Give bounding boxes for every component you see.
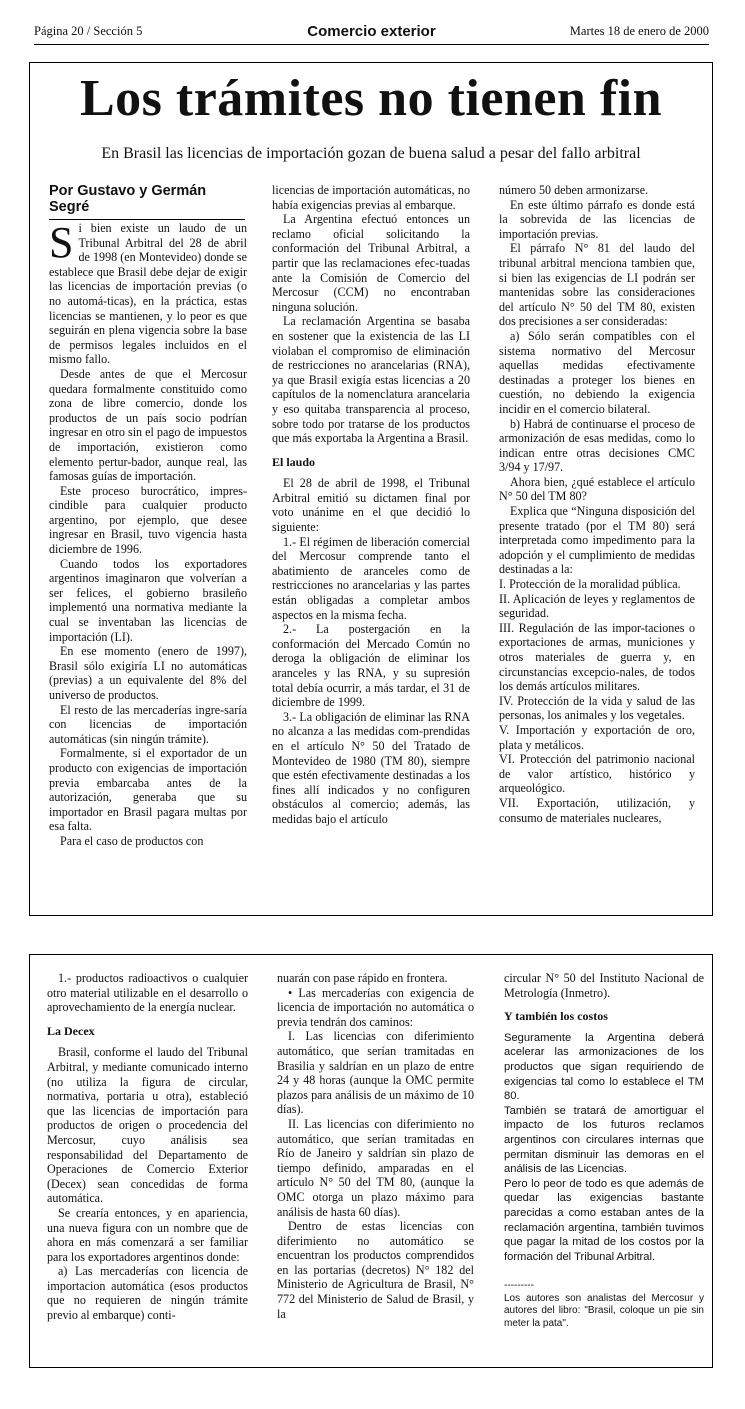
list-item: 1.- productos radioactivos o cualquier otro material utilizable en el desarrollo o aprovechamiento de la energía nuclear. bbox=[47, 971, 248, 1015]
article-paragraph: Para el caso de productos con bbox=[60, 833, 204, 848]
section-heading-el-laudo: El laudo bbox=[272, 454, 316, 469]
page-section-label: Página 20 / Sección 5 bbox=[34, 24, 143, 38]
list-item: V. Importación y exportación de oro, plata y metálicos. bbox=[499, 722, 695, 752]
section-heading-costos: Y también los costos bbox=[504, 1009, 608, 1024]
article-paragraph: circular N° 50 del Instituto Nacional de Metrología (Inmetro). bbox=[504, 971, 704, 1000]
article-paragraph: La reclamación Argentina se basaba en sostener que la existencia de las LI violaban el compromiso de eliminación de restricciones no arancelarias (RNA), ya que Brasil exigía estas licencias a 20 capítulos de la nomenclatura arancelaria y eso quitaba transparencia al proceso, sobre todo por tratarse de los productos que más exportaba la Argentina a Brasil. bbox=[272, 314, 470, 446]
ruling-point-2: 2.- La postergación en la conformación del Mercado Común no deroga la obligación de eliminar los aranceles y las RNA, y su supresión total debía ocurrir, a más tardar, el 31 de diciembre de 1999. bbox=[272, 622, 470, 710]
article-paragraph: El 28 de abril de 1998, el Tribunal Arbitral emitió su dictamen final por voto unánime en el que decidió lo siguiente: bbox=[272, 476, 470, 535]
page-header bbox=[34, 22, 709, 45]
article-paragraph: Este proceso burocrático, impres-cindible para cualquier producto argentino, por ejemplo, que desee ingresar en Brasil, tuvo vigencia hasta diciembre de 1996. bbox=[49, 483, 247, 557]
list-item: II. Las licencias con diferimiento no automático, que serían tramitadas en Río de Janeiro y saldrían sin plazo de tiempo definido, amparadas en el artículo N° 50 del TM 80, (aunque la OMC otorga un plazo máximo para análisis de hasta 60 días). bbox=[277, 1116, 474, 1219]
list-item: VI. Protección del patrimonio nacional de valor artístico, histórico y arqueológico. bbox=[499, 752, 695, 796]
article-paragraph: La Argentina efectuó entonces un reclamo oficial solicitando la conformación del Tribunal Arbitral, a partir que las reclamaciones efec-tuadas ante la Comisión de Comercio del Mercosur (CCM) no encontraban ninguna solución. bbox=[272, 212, 470, 314]
article-paragraph: a) Las mercaderías con licencia de importacion automática (esos productos que no requieren de ningún trámite previo al embarque) conti- bbox=[47, 1264, 248, 1323]
continuation-column-2 bbox=[277, 971, 474, 1321]
article-paragraph bbox=[49, 218, 247, 367]
ruling-point-1: 1.- El régimen de liberación comercial del Mercosur comprende tanto el abatimiento de aranceles como de restricciones no arancelarias y las partes están obligadas a completar ambos aspectos en la misma fecha. bbox=[272, 534, 470, 622]
list-item: II. Aplicación de leyes y reglamentos de seguridad. bbox=[499, 591, 695, 621]
article-column-2 bbox=[272, 183, 470, 827]
paragraph-text: i bien existe un laudo de un Tribunal Arbitral del 28 de abril de 1998 (en Montevideo) donde se establece que Brasil debe dejar de exigir las licencias de importación previas (o no automá-ticas), en la práctica, estas licencias se mantienen, y lo peor es que seguirán en plena vigencia sobre la base de permisos legales incluidos en el mismo fallo. bbox=[49, 221, 247, 367]
list-item: I. Protección de la moralidad pública. bbox=[499, 577, 681, 592]
article-paragraph: Formalmente, si el exportador de un producto con exigencias de importación previa embarcaba antes de la autorización, generaba que su importador en Brasil pagara multas por esa falta. bbox=[49, 746, 247, 834]
footnote-rule: --------- bbox=[504, 1280, 534, 1292]
article-paragraph: Dentro de estas licencias con diferimiento no automático se encuentran los productos comprendidos en las portarias (decretos) N° 182 del Ministerio de Agricultura de Brasil, N° 772 del Ministerio de Salud de Brasil, y la bbox=[277, 1219, 474, 1321]
article-subtitle: En Brasil las licencias de importación gozan de buena salud a pesar del fallo arbitral bbox=[101, 145, 641, 162]
list-item: IV. Protección de la vida y salud de las personas, los animales y los vegetales. bbox=[499, 693, 695, 723]
article-title: Los trámites no tienen fin bbox=[79, 70, 663, 127]
article-paragraph: Se crearía entonces, y en apariencia, una nueva figura con un nombre que de ahora en más comenzará a ser familiar para los exportadores argentinos donde: bbox=[47, 1205, 248, 1264]
footnote-text: Los autores son analistas del Mercosur y autores del libro: "Brasil, coloque un pie sin meter la pata". bbox=[504, 1292, 704, 1330]
article-paragraph: Ahora bien, ¿qué establece el artículo N° 50 del TM 80? bbox=[499, 474, 695, 504]
ruling-point-3: 3.- La obligación de eliminar las RNA no alcanza a las medidas com-prendidas en el artículo N° 50 del Tratado de Montevideo de 1980 (TM 80), siempre que estén efectivamente destinadas a los fines allí indicados y no configuren obstáculos al comercio; además, las medidas bajo el artículo bbox=[272, 709, 470, 826]
list-item: I. Las licencias con diferimiento automático, que serían tramitadas en Brasilia y saldrían en un plazo de entre 24 y 48 horas (aunque la OMC permite plazos para análisis de un máximo de 10 días). bbox=[277, 1029, 474, 1117]
article-paragraph: En ese momento (enero de 1997), Brasil sólo exigiría LI no automáticas (previas) a un equivalente del 8% del universo de productos. bbox=[49, 644, 247, 702]
article-paragraph: También se tratará de amortiguar el impacto de los futuros reclamos argentinos con circulares internas que permitan disminuir las demoras en el análisis de las Licencias. bbox=[504, 1104, 704, 1176]
article-paragraph: Seguramente la Argentina deberá acelerar las armonizaciones de los productos que sigan requiriendo de exigencias tal como lo establece el TM 80. bbox=[504, 1031, 704, 1103]
continuation-box bbox=[29, 954, 713, 1368]
bullet-item: • Las mercaderías con exigencia de licencia de importación no automática o previa tendrán dos caminos: bbox=[277, 985, 474, 1029]
section-heading-la-decex: La Decex bbox=[47, 1023, 95, 1038]
article-paragraph: El párrafo N° 81 del laudo del tribunal arbitral menciona tambien que, si bien las exigencias de LI podrán ser mantenidas sobre las consideraciones del artículo N° 50 del TM 80, existen dos precisiones a ser consideradas: bbox=[499, 241, 695, 329]
article-paragraph: Desde antes de que el Mercosur quedara formalmente constituido como zona de libre comercio, donde los productos de un país socio podrían ingresar en otro sin el pago de impuestos de importación, existieron como elemento pertur-bador, aunque real, las famosas guías de importación. bbox=[49, 366, 247, 484]
article-paragraph: Cuando todos los exportadores argentinos imaginaron que volverían a ser felices, el gobierno brasileño implementó una normativa mediante la cual se inventaban las licencias de importación (LI). bbox=[49, 556, 247, 644]
article-column-1 bbox=[49, 218, 247, 849]
issue-date: Martes 18 de enero de 2000 bbox=[569, 24, 709, 38]
list-item: VII. Exportación, utilización, y consumo de materiales nucleares, bbox=[499, 795, 695, 825]
article-paragraph: Pero lo peor de todo es que además de quedar las exigencias bastante parecidas a como estaban antes de la reclamación argentina, también tuvimos que pagar la mitad de los costos por la formación del Tribunal Arbitral. bbox=[504, 1177, 704, 1263]
main-article-box bbox=[29, 62, 713, 916]
list-item: III. Regulación de las impor-taciones o exportaciones de armas, municiones y otros materiales de guerra y, en circunstancias excepcio-nales, de todos los demás artículos militares. bbox=[499, 620, 695, 694]
section-title: Comercio exterior bbox=[307, 23, 436, 40]
continuation-column-3 bbox=[504, 971, 704, 1331]
precision-b: b) Habrá de continuarse el proceso de armonización de esas medidas, como lo indican entre otras decisiones CMC 3/94 y 17/97. bbox=[499, 416, 695, 475]
article-paragraph: nuarán con pase rápido en frontera. bbox=[277, 971, 448, 985]
precision-a: a) Sólo serán compatibles con el sistema normativo del Mercosur aquellas medidas efectivamente destinadas a proteger los bienes en cuestión, no debiendo la exigencia incidir en el comercio bilateral. bbox=[499, 328, 695, 416]
byline: Por Gustavo y Germán Segré bbox=[49, 183, 245, 220]
article-column-3 bbox=[499, 183, 695, 825]
continuation-column-1 bbox=[47, 971, 248, 1323]
drop-cap: S bbox=[49, 218, 74, 267]
sans-text-block bbox=[504, 1031, 704, 1265]
footnote bbox=[504, 1280, 704, 1330]
article-paragraph: Explica que “Ninguna disposición del presente tratado (por el TM 80) será interpretada como impedimento para la adopción y el cumplimiento de medidas destinadas a la: bbox=[499, 504, 695, 577]
article-paragraph: El resto de las mercaderías ingre-saría con licencias de importación automáticas (sin ningún trámite). bbox=[49, 702, 247, 746]
article-paragraph: Brasil, conforme el laudo del Tribunal Arbitral, y mediante comunicado interno (no utiliza la figura de circular, normativa, portaria u otra), estableció que las licencias de importación para productos de origen o procedencia del Mercosur, cuyo análisis sea responsabilidad del Departamento de Operaciones de Comercio Exterior (Decex) sean concedidas de forma automática. bbox=[47, 1045, 248, 1206]
article-paragraph: número 50 deben armonizarse. bbox=[499, 183, 649, 197]
article-paragraph: En este último párrafo es donde está la sobrevida de las licencias de importación previas. bbox=[499, 197, 695, 241]
article-paragraph: licencias de importación automáticas, no había exigencias previas al embarque. bbox=[272, 183, 470, 212]
